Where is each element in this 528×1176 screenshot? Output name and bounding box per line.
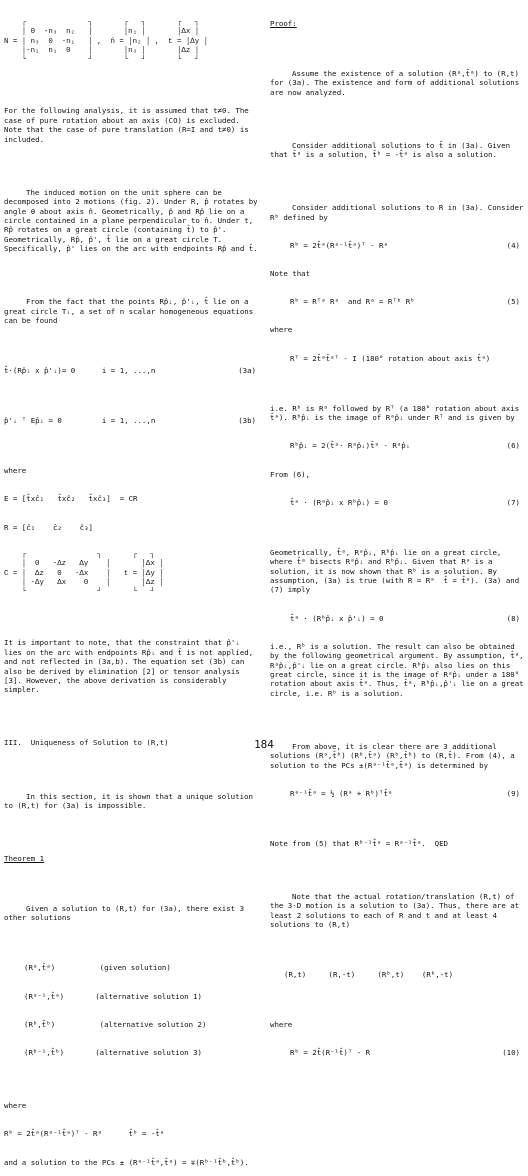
solutions-list: (R,t) (R,-t) (Rᵇ,t) (Rᵇ,-t) [284,970,454,980]
paragraph: i.e., Rᵇ is a solution. The result can also be obtained by the following geometrical argument. By assumption, t̂ᵃ, Rᵃp̂ᵢ,p̂'ᵢ lie on a great circle. Rᵇp̂ᵢ also lies on this great circle, since it is the image of Rᵃp̂ᵢ under a 180° rotation about axis t̂ᵃ. Thus, t̂ᵃ, Rᵇp̂ᵢ,p̂'ᵢ lie on a great circle, i.e. Rᵇ is a solution. [270,641,528,698]
page-number: 184 [254,738,274,751]
equation-rpi: Rᵀ = 2t̂ᵃt̂ᵃᵀ - I (180° rotation about axis t̂ᵃ) [290,353,491,363]
equation-3a [4,366,260,375]
equation-rb: Rᵇ = 2t̂ᵃ(Rᵃ⁻¹t̂ᵃ)ᵀ - Rᵃ t̂ᵇ = -t̂ᵃ [4,1129,165,1139]
equation-7 [270,498,524,507]
equation-9 [270,789,524,798]
where-label: where [4,1101,27,1111]
from-label: From (6), [270,469,311,479]
paragraph: From above, it is clear there are 3 additional solutions (Rᵃ,t̂ᵇ) (Rᵇ,t̂ᵃ) (Rᵇ,t̂ᵇ) to (R,t̂). From (4), a solution to the PCs ±(Rᵃ⁻¹t̂ᵃ,t̂ᵃ) is determined by [270,741,520,770]
equation-8 [270,614,524,623]
right-column [270,0,528,1067]
equation-body: t̂·(Rp̂ᵢ x p̂'ᵢ)= 0 i = 1, ...,n [4,366,156,376]
equation-6 [270,441,524,450]
paragraph: Assume the existence of a solution (Rᵃ,t̂ᵃ) to (R,t) for (3a). The existence and form of additional solutions are now analyzed. [270,68,524,97]
solution-line: (Rᵇ⁻¹,t̂ᵇ) (alternative solution 3) [24,1048,202,1058]
paragraph: Given a solution to (R,t) for (3a), there exist 3 other solutions [4,903,249,923]
equation-number: (8) [506,613,520,623]
equation-body: Rᵇ = 2t̂ᵃ(Rᵃ⁻¹t̂ᵃ)ᵀ - Rᵃ [290,240,388,250]
equation-body: t̂ᵃ · (Rᵃp̂ᵢ x Rᵇp̂ᵢ) = 0 [290,497,388,507]
equation-body: Rᵃ⁻¹t̂ᵃ = ½ (Rᵃ + Rᵇ)ᵀt̂ᵃ [290,788,393,798]
where-label: where [270,325,293,335]
where-label: where [4,466,27,476]
paragraph: i.e. Rᵇ is Rᵃ followed by Rᵀ (a 180° rotation about axis t̂ᵃ). Rᵇp̂ᵢ is the image of Rᵃp̂ᵢ under Rᵀ and is given by [270,403,524,423]
equation-5 [270,297,524,306]
equation-number: (4) [506,240,520,250]
equation-number: (7) [506,497,520,507]
paragraph: Geometrically, t̂ᵃ, Rᵃp̂ᵢ, Rᵇp̂ᵢ lie on a great circle, where t̂ᵃ bisects Rᵃp̂ᵢ and Rᵇp̂ᵢ. Given that Rᵃ is a solution, it is now shown that Rᵇ is a solution. By assumption, (3a) is true (with R = Rᵃ t̂ = t̂ᵃ). (3a) and (7) imply [270,547,524,595]
equation-body: p̂'ᵢ ᵀ Ep̂ᵢ = 0 i = 1, ...,n [4,416,156,426]
solution-line: (Rᵇ,t̂ᵇ) (alternative solution 2) [24,1019,207,1029]
equation-body: Rᵇ = 2t̂(R⁻¹t̂)ᵀ - R [290,1048,371,1058]
equation-body: t̂ᵃ · (Rᵇp̂ᵢ x p̂'ᵢ) = 0 [290,613,384,623]
equation-4 [270,241,524,250]
equation-number: (3a) [238,366,256,376]
note-label: Note that [270,268,311,278]
equation-e: E = [t̂xĉ₁ t̂xĉ₂ t̂xĉ₃] = CR [4,494,138,504]
equation-r: R = [ĉ₁ ĉ₂ ĉ₃] [4,522,93,532]
paragraph: From the fact that the points Rp̂ᵢ, p̂'ᵢ, t̂ lie on a great circle Tᵢ, a set of n scalar homogeneous equations can be found [4,297,258,325]
equation-body: Rᵇ = Rᵀᵃ Rᵃ and Rᵃ = Rᵀᵇ Rᵇ [290,297,415,307]
paragraph: In this section, it is shown that a unique solution to (R,t) for (3a) is impossible. [4,791,258,810]
paragraph: Consider additional solutions to t̂ in (3a). Given that t̂ᵃ is a solution, t̂ᵇ = -t̂ᵃ is also a solution. [270,140,515,160]
equation-number: (3b) [238,416,256,426]
equation-number: (10) [502,1048,520,1058]
where-label: where [270,1020,293,1030]
paragraph: For the following analysis, it is assumed that t≠0. The case of pure rotation about an axis (CO) is excluded. Note that the case of pure translation (R=I and t≠0) is included. [4,106,254,144]
equation-body: Rᵇp̂ᵢ = 2(t̂ᵃ· Rᵃp̂ᵢ)t̂ᵃ - Rᵃp̂ᵢ [290,441,411,451]
equation-10 [270,1048,524,1057]
equation-number: (5) [506,297,520,307]
solution-line: (Rᵃ⁻¹,t̂ᵃ) (alternative solution 1) [24,991,202,1001]
proof-heading: Proof: [270,18,297,28]
section-heading: III. Uniqueness of Solution to (R,t) [4,738,169,748]
paragraph: The induced motion on the unit sphere can be decomposed into 2 motions (fig. 2). Under R, p̂ rotates by angle θ about axis n̂. Geometrically, p̂ and Rp̂ lie on a circle contained in a plane perpendicular to n̂. Under t, Rp̂ rotates on a great circle (containing t̂) to p̂'. Geometrically, Rp̂, p̂', t̂ lie on a great circle T. Specifically, p̂' lies on the arc with endpoints Rp̂ and t̂. [4,187,263,254]
equation-3b [4,416,260,425]
paragraph: It is important to note, that the constraint that p̂'ᵢ lies on the arc with endpoints Rp̂ᵢ and t̂ is not applied, and not reflected in (3a,b). The equation set (3b) can also be derived by elimination [2] or tensor analysis [3]. However, the above derivation is considerably simpler. [4,638,258,695]
matrix-c: ┌ ┐ ┌ ┐ │ 0 -Δz Δy │ │Δx │ C = │ Δz 0 -Δx │ t = │Δy │ │ -Δy Δx 0 │ │Δz │ └ ┘ └ ┘ [4,550,164,597]
theorem-heading: Theorem 1 [4,853,45,863]
paragraph: Note from (5) that Rᵇ⁻¹t̂ᵃ = Rᵃ⁻¹t̂ᵃ. QED [270,838,448,848]
solution-line: (Rᵃ,t̂ᵃ) (given solution) [24,963,171,973]
paragraph: Note that the actual rotation/translation (R,t) of the 3-D motion is a solution to (3a). Thus, there are at least 2 solutions to each of R and t and at least 4 solutions to (R,t) [270,891,524,930]
paragraph: Consider additional solutions to R in (3a). Consider Rᵇ defined by [270,203,528,222]
equation-number: (9) [506,788,520,798]
matrix-definitions: ┌ ┐ ┌ ┐ ┌ ┐ │ 0 -n₃ n₂ │ │n₁ │ │Δx │ N = │ n₃ 0 -n₁ │ , n̂ = │n₂ │ , t = │Δy │ │-n₂ n₁ 0 │ │n₃ │ │Δz │ └ ┘ └ ┘ └ ┘ [4,18,209,65]
equation-pcs: and a solution to the PCs ± (Rᵃ⁻¹t̂ᵃ,t̂ᵃ) = ∓(Rᵇ⁻¹t̂ᵇ,t̂ᵇ). [4,1157,249,1167]
equation-number: (6) [506,441,520,451]
left-column [4,0,263,1176]
